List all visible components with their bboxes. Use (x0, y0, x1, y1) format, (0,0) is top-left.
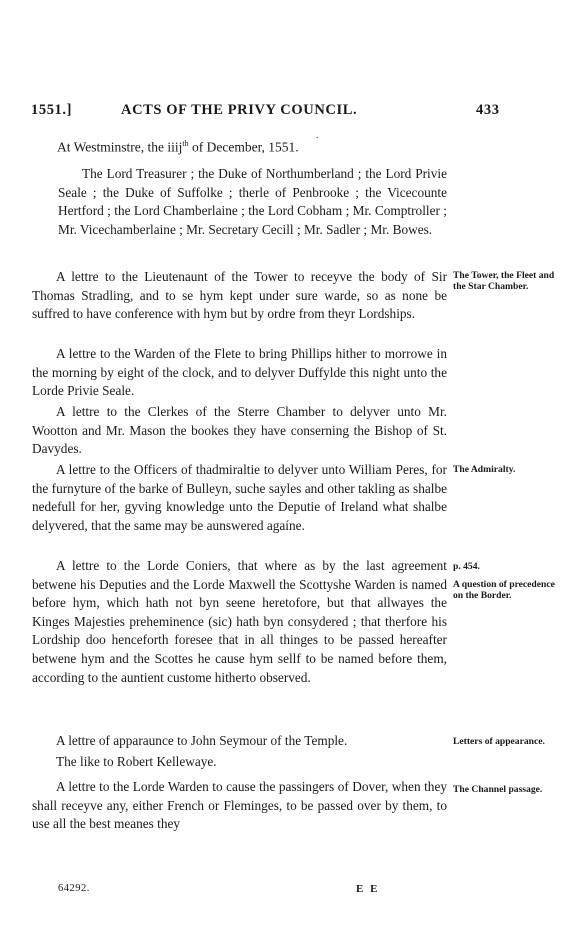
entry-flete: A lettre to the Warden of the Flete to bring Phillips hither to morrowe in the morning by eight of the clock, and to delyver Duffylde this night unto the Lorde Privie Seale. (32, 346, 447, 399)
entry-kellewaye: The like to Robert Kellewaye. (56, 754, 217, 769)
sidenote-channel: The Channel passage. (453, 784, 543, 795)
footer-signature: 64292. (58, 883, 90, 894)
entry-dover: A lettre to the Lorde Warden to cause the passingers of Dover, when they shall receyve any, either French or Fleminges, to be passed over by them, to use all the best meanes they (32, 779, 447, 832)
entry-tower: A lettre to the Lieutenaunt of the Tower to receyve the body of Sir Thomas Stradling, and to se hym kept under sure warde, so as none be suffred to have conference with hym but by ordre from theyr Lordships. (32, 269, 447, 322)
entry-coniers: A lettre to the Lorde Coniers, that where as by the last agreement betwene his Deputies and the Lorde Maxwell the Scottyshe Warden is named before hym, which hath not byn seene heretofore, but that allwayes the Kinges Majesties preheminence (sic) hath byn consydered ; that therfore his Lordship doo henceforth foresee that in all thinges to be passed hereafter betwene hym and the Scottes he cause hym sellf to be named before them, according to the auntient custome hitherto observed. (32, 558, 447, 685)
sidenote-page-ref: p. 454. (453, 561, 480, 572)
footer-mark: E E (356, 883, 380, 895)
entry-admiralty: A lettre to the Officers of thadmiraltie to delyver unto William Peres, for the furnyture of the barke of Bulleyn, suche sayles and other takling as shalbe nedefull for her, gyving knowledge unto the Deputie of Ireland what shalbe delyvered, that the same may be aunswered agaíne. (32, 462, 447, 533)
entry-apparaunce: A lettre of apparaunce to John Seymour of the Temple. (56, 733, 348, 748)
sidenote-appearance: Letters of appearance. (453, 736, 545, 747)
attendees-list: The Lord Treasurer ; the Duke of Northumberland ; the Lord Privie Seale ; the Duke of Suffolke ; therle of Penbrooke ; the Vicecounte Hertford ; the Lord Chamberlaine ; the Lord Cobham ; Mr. Comptroller ; Mr. Vicechamberlaine ; Mr. Secretary Cecill ; Mr. Sadler ; Mr. Bowes. (58, 166, 447, 237)
entry-sterre-chamber: A lettre to the Clerkes of the Sterre Chamber to delyver unto Mr. Wootton and Mr. Mason the bookes they have conserning the Bishop of St. Davydes. (32, 404, 447, 457)
meeting-heading: At Westminstre, the iiij$^{th}$ of December, 1551. (57, 139, 299, 155)
sidenote-admiralty: The Admiralty. (453, 464, 516, 475)
sidenote-precedence: A question of precedence on the Border. (453, 579, 555, 601)
header-year: 1551.] (31, 102, 73, 118)
decorative-dot: . (316, 130, 319, 140)
page-number: 433 (476, 102, 500, 118)
sidenote-tower: The Tower, the Fleet and the Star Chamber. (453, 270, 555, 292)
header-title: ACTS OF THE PRIVY COUNCIL. (121, 102, 358, 118)
